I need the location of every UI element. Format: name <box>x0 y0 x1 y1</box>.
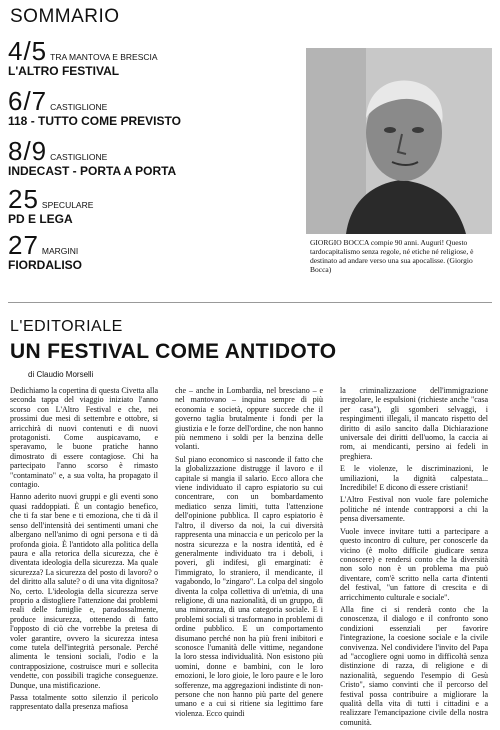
paragraph: Alla fine ci si renderà conto che la conoscenza, il dialogo e il confronto sono condizioni essenziali per favorire l'integrazione, la coesione sociale e la civile convivenza. Nel condividere l'invito del Papa ad "accogliere ogni uomo in difficoltà senza distinzione di razza, di religione e di nazionalità, seguendo l'esempio di Gesù Cristo", siamo convinti che il percorso del festival possa contribuire a migliorare la qualità della vita di tutti i cittadini e a realizzare l'emancipazione civile della nostra comunità. <box>340 604 488 727</box>
toc-item[interactable] <box>8 184 93 226</box>
sommario-title: SOMMARIO <box>10 6 120 27</box>
paragraph: la criminalizzazione dell'immigrazione irregolare, le espulsioni (richieste anche "casa per casa"), gli sgomberi selvaggi, i respingimenti illegali, il mancato rispetto del diritto di asilo sancito dalla Dichiarazione universale dei diritti dell'uomo, la caccia ai rom, ai mendicanti, persino ai fedeli in preghiera. <box>340 386 488 461</box>
paragraph: E le violenze, le discriminazioni, le umiliazioni, la dignità calpestata... Incredibile! E dicono di essere cristiani! <box>340 464 488 493</box>
toc-title: FIORDALISO <box>8 258 82 272</box>
toc-title: INDECAST - PORTA A PORTA <box>8 164 177 178</box>
toc-title: L'ALTRO FESTIVAL <box>8 64 120 78</box>
section-kicker: L'EDITORIALE <box>10 318 123 335</box>
toc-page-number: 25 <box>8 184 39 214</box>
paragraph: Sul piano economico si nasconde il fatto che la globalizzazione distrugge il lavoro e il capitale si mangia il salario. Ecco allora che viene individuato il capro espiatorio su cui concentrare, con un bombardamento mediatico senza limiti, tutta l'attenzione dell'opinione pubblica. Il capro espiatorio è l'altro, il diverso da noi, la cui diversità rappresenta una minaccia e un pericolo per la nostra sicurezza e la nostra identità, ed è generalmente individuato tra i deboli, i poveri, gli indifesi, gli emarginati: è l'immigrato, lo straniero, il mendicante, il vagabondo, lo "zingaro". La colpa del singolo diventa la colpa collettiva di un'etnia, di una religione, di una nazionalità, di un gruppo, di una minoranza, di una categoria sociale. E i problemi sociali si trasformano in problemi di ordine pubblico. E un comportamento disumano perché non ha più freni inibitori e sconosce l'umanità delle vittime, negandone la loro stessa individualità. Non esistono più uomini, donne e bambini, con le loro emozioni, le loro gioie, le loro paure e le loro sofferenze, ma aggregazioni indistinte di non-persone che non hanno più parte del genere umano e a cui si ritiene sia legittimo fare violenza. Ecco quindi <box>175 454 323 718</box>
toc-page-number: 8/9 <box>8 136 48 166</box>
article-headline: UN FESTIVAL COME ANTIDOTO <box>10 340 337 363</box>
byline: di Claudio Morselli <box>28 370 94 379</box>
toc-item[interactable] <box>8 230 82 272</box>
toc-section: SPECULARE <box>41 200 94 210</box>
toc-section: CASTIGLIONE <box>50 102 108 112</box>
toc-section: CASTIGLIONE <box>50 152 108 162</box>
article-column-3 <box>340 386 488 730</box>
toc-item[interactable] <box>8 36 158 78</box>
toc-title: PD E LEGA <box>8 212 73 226</box>
paragraph: L'Altro Festival non vuole fare polemiche politiche né intende contrapporsi a chi la pensa diversamente. <box>340 495 488 524</box>
paragraph: Hanno aderito nuovi gruppi e gli eventi sono quasi raddoppiati. È un contagio benefico, che ti fa star bene e ti emoziona, che ti dà il senso dell'intensità dei sentimenti umani che albergano nell'animo di ogni persona e ti dà profonda gioia. È l'antidoto alla politica della paura e alla retorica della sicurezza, che è diventata ideologia della sicurezza. Ma quale sicurezza? La sicurezza del posto di lavoro? o del diritto alla salute? o di una vita dignitosa? No, certo. L'ideologia della sicurezza serve proprio a distogliere l'attenzione dai problemi reali delle famiglie e, paradossalmente, produce insicurezza, ottenendo di fatto l'opposto di ciò che vorrebbe la pretesa di voler garantire, ovvero la sicurezza intesa come tutela dell'integrità personale. Perché alimenta le tensioni sociali, l'odio e la contrapposizione, costruisce muri e sollecita vendette, con possibili tragiche conseguenze. Dunque, una mistificazione. <box>10 492 158 690</box>
paragraph: Vuole invece invitare tutti a partecipare a questo incontro di culture, per conoscerle da vicino (è molto difficile giudicare senza conoscere) e rendersi conto che la diversità non solo non è un problema ma può diventare, com'è scritto nella carta d'intenti del festival, "un fattore di crescita e di arricchimento culturale e sociale". <box>340 526 488 602</box>
paragraph: Passa totalmente sotto silenzio il pericolo rappresentato dalla presenza mafiosa <box>10 693 158 712</box>
photo-caption: GIORGIO BOCCA compie 90 anni. Auguri! Questo tardocapitalismo senza regole, né etiche né religiose, è destinato ad andare verso una sua apocalisse. (Giorgio Bocca) <box>310 238 474 274</box>
article-column-1 <box>10 386 158 715</box>
toc-item[interactable] <box>8 86 181 128</box>
paragraph: che – anche in Lombardia, nel bresciano – e nel mantovano – inquina sempre di più economia e società, oppure succede che il governo taglia brutalmente i fondi per la giustizia e le forze dell'ordine, che non hanno più nemmeno i soldi per la benzina delle volanti. <box>175 386 323 452</box>
toc-title: 118 - TUTTO COME PREVISTO <box>8 114 181 128</box>
paragraph: Dedichiamo la copertina di questa Civetta alla seconda tappa del viaggio iniziato l'anno scorso con L'Altro Festival e che, nei prossimi due mesi di settembre e ottobre, si arricchirà di nuovi contenuti e di nuovi protagonisti. Come auspicavamo, e speravamo, le buone pratiche hanno dimostrato di essere contagiose. Chi ha partecipato l'anno scorso è rimasto "contaminato" e, a sua volta, ha propagato il contagio. <box>10 386 158 490</box>
toc-section: TRA MANTOVA E BRESCIA <box>50 52 158 62</box>
portrait-photo <box>306 48 492 234</box>
toc-section: MARGINI <box>41 246 79 256</box>
toc-item[interactable] <box>8 136 176 178</box>
toc-page-number: 4/5 <box>8 36 48 66</box>
article-column-2 <box>175 386 323 721</box>
toc-page-number: 27 <box>8 230 39 260</box>
divider <box>8 302 492 303</box>
toc-page-number: 6/7 <box>8 86 48 116</box>
